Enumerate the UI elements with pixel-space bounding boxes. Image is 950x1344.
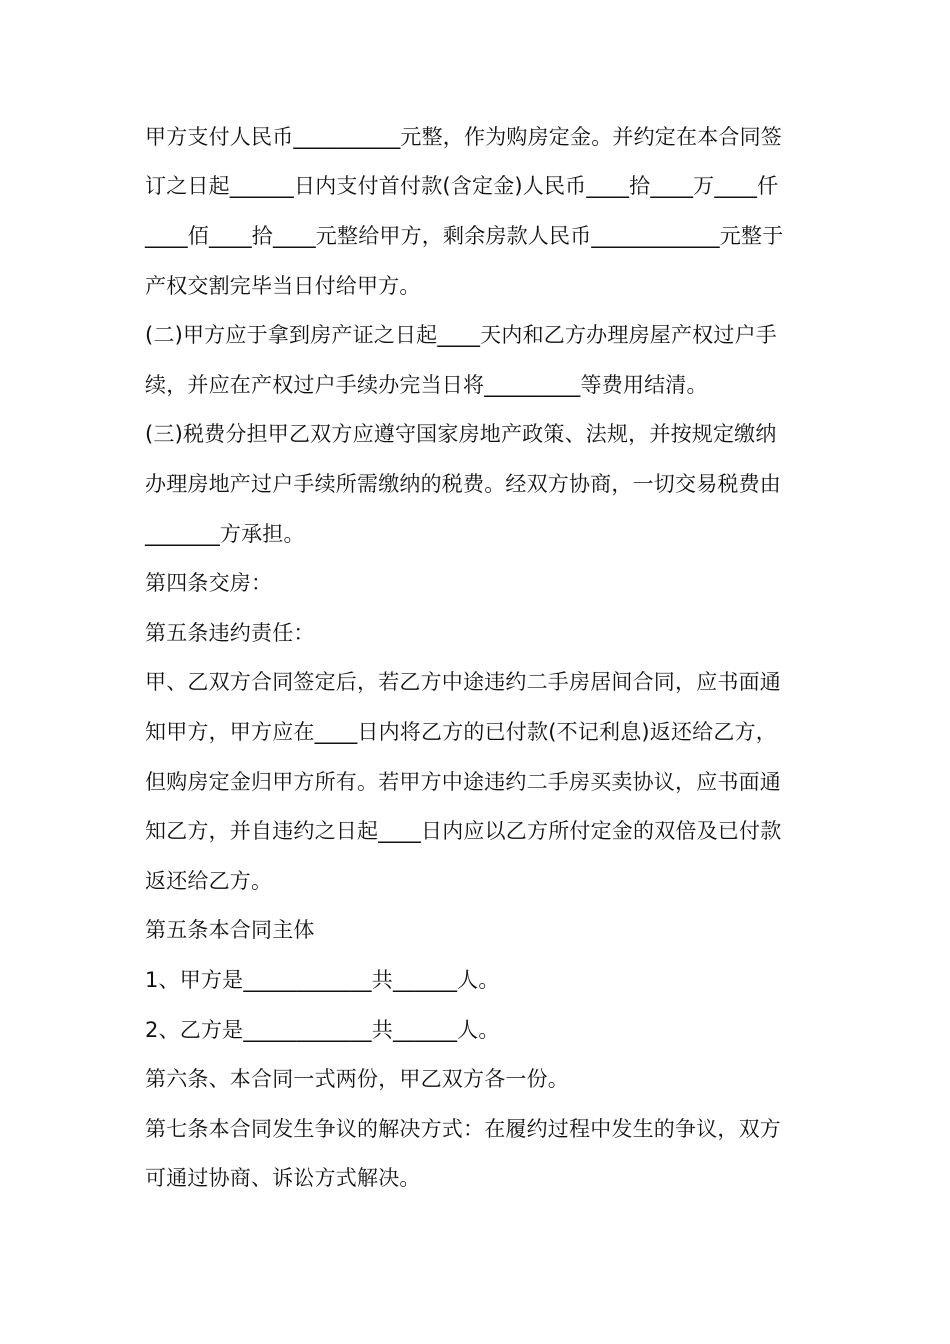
- paragraph-line-5: (二)甲方应于拿到房产证之日起____天内和乙方办理房屋产权过户手: [145, 323, 777, 347]
- section-heading-5b: 第五条本合同主体: [145, 918, 315, 942]
- party-a-line: 1、甲方是____________共______人。: [145, 968, 500, 992]
- section-heading-6: 第六条、本合同一式两份，甲乙双方各一份。: [145, 1067, 569, 1091]
- paragraph-line-3: ____佰____拾____元整给甲方，剩余房款人民币____________元整于: [145, 224, 784, 248]
- paragraph-line-2: 订之日起______日内支付首付款(含定金)人民币____拾____万____仟: [145, 174, 779, 198]
- party-b-line: 2、乙方是____________共______人。: [145, 1018, 500, 1042]
- paragraph-line-4: 产权交割完毕当日付给甲方。: [145, 274, 421, 298]
- paragraph-line-8: 办理房地产过户手续所需缴纳的税费。经双方协商，一切交易税费由: [145, 472, 781, 496]
- paragraph-line-7: (三)税费分担甲乙双方应遵守国家房地产政策、法规，并按规定缴纳: [145, 422, 777, 446]
- paragraph-line-1: 甲方支付人民币__________元整，作为购房定金。并约定在本合同签: [145, 125, 782, 149]
- paragraph-line-13: 知甲方，甲方应在____日内将乙方的已付款(不记利息)返还给乙方，: [145, 720, 777, 744]
- section-heading-4: 第四条交房：: [145, 571, 273, 595]
- section-heading-5: 第五条违约责任：: [145, 621, 315, 645]
- paragraph-line-12: 甲、乙双方合同签定后，若乙方中途违约二手房居间合同，应书面通: [145, 670, 781, 694]
- section-heading-7: 第七条本合同发生争议的解决方式：在履约过程中发生的争议，双方: [145, 1117, 781, 1141]
- paragraph-line-9: _______方承担。: [145, 522, 305, 546]
- paragraph-line-15: 知乙方，并自违约之日起____日内应以乙方所付定金的双倍及已付款: [145, 819, 782, 843]
- paragraph-line-6: 续，并应在产权过户手续办完当日将_________等费用结清。: [145, 373, 708, 397]
- paragraph-line-14: 但购房定金归甲方所有。若甲方中途违约二手房买卖协议，应书面通: [145, 770, 781, 794]
- paragraph-line-22: 可通过协商、诉讼方式解决。: [145, 1166, 421, 1190]
- paragraph-line-16: 返还给乙方。: [145, 869, 273, 893]
